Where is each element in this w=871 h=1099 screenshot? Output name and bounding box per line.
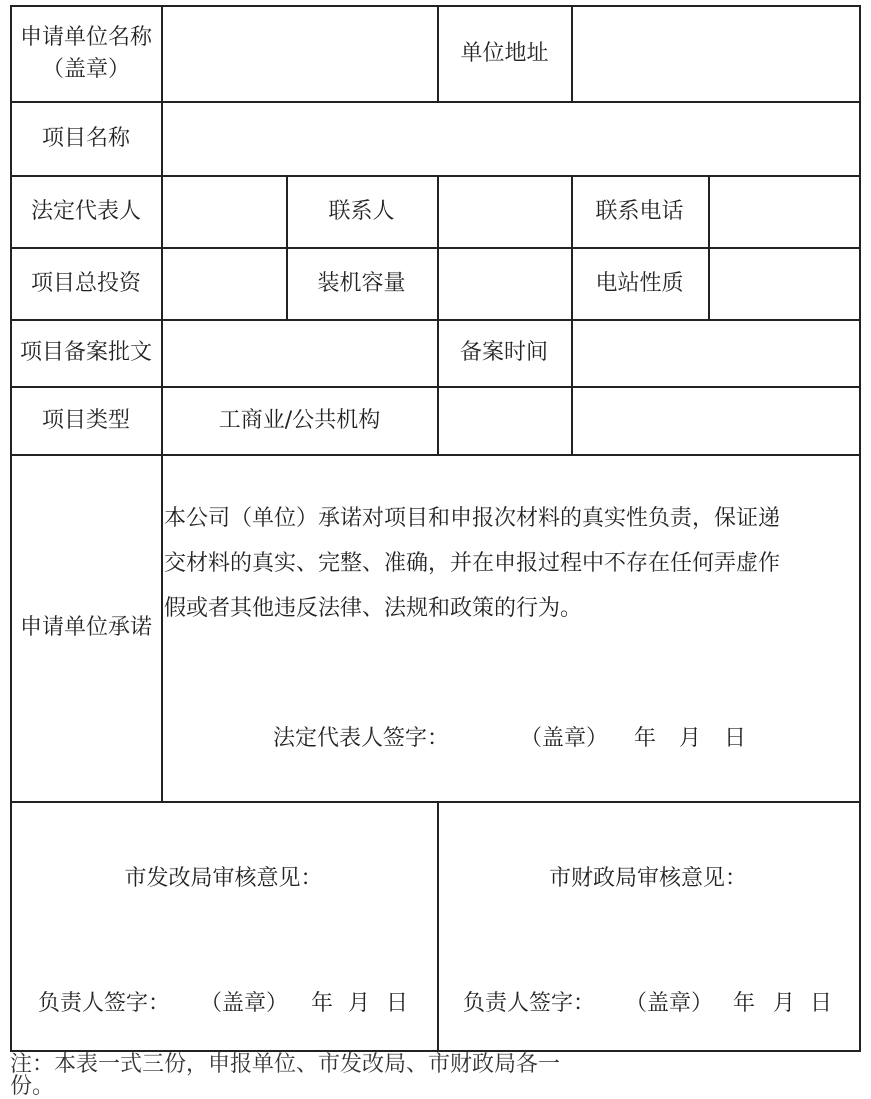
commitment-line-2: 交材料的真实、完整、准确，并在申报过程中不存在任何弄虚作	[164, 551, 781, 576]
station-nature-label: 电站性质	[595, 270, 684, 296]
commitment-signature-line	[0, 716, 871, 761]
filing-time-value[interactable]	[571, 319, 859, 387]
applicant-name-label-cell	[10, 5, 162, 102]
contact-value[interactable]	[437, 175, 571, 248]
unit-address-label: 单位地址	[460, 40, 549, 66]
unit-address-value[interactable]	[572, 5, 859, 102]
commitment-text	[164, 496, 858, 631]
station-nature-value[interactable]	[708, 247, 859, 320]
filing-time-label: 备案时间	[459, 340, 548, 366]
finance-day: 日	[810, 991, 833, 1016]
finance-seal: （盖章）	[625, 991, 714, 1016]
footnote-text: 注：本表一式三份，申报单位、市发改局、市财政局各一份。	[10, 1052, 561, 1099]
commitment-year: 年	[634, 726, 657, 751]
commitment-label: 申请单位承诺	[19, 615, 152, 641]
total-investment-value[interactable]	[162, 247, 286, 320]
commitment-line-3: 假或者其他违反法律、法规和政策的行为。	[164, 596, 583, 621]
project-name-label: 项目名称	[41, 125, 130, 151]
finance-year: 年	[733, 991, 756, 1016]
legal-rep-label: 法定代表人	[30, 198, 141, 224]
project-type-label: 项目类型	[41, 407, 130, 433]
installed-capacity-label: 装机容量	[317, 270, 406, 296]
project-type-extra-1[interactable]	[437, 386, 571, 455]
commitment-line-1: 本公司（单位）承诺对项目和申报次材料的真实性负责，保证递	[164, 506, 781, 531]
contact-phone-value[interactable]	[708, 175, 859, 248]
footnote-cutoff	[10, 1052, 570, 1099]
legal-rep-sign-label: 法定代表人签字：	[273, 726, 450, 751]
contact-label: 联系人	[328, 198, 395, 224]
dev-reform-month: 月	[348, 991, 371, 1016]
finance-sign-label: 负责人签字：	[463, 991, 596, 1016]
applicant-seal-note: （盖章）	[41, 56, 130, 82]
commitment-day: 日	[724, 726, 747, 751]
applicant-name-label: 申请单位名称	[19, 24, 152, 50]
commitment-seal: （盖章）	[520, 726, 609, 751]
project-name-value[interactable]	[162, 101, 859, 176]
dev-reform-sign-label: 负责人签字：	[38, 991, 171, 1016]
table-border-right	[859, 5, 861, 1051]
legal-rep-value[interactable]	[162, 175, 286, 248]
applicant-name-value[interactable]	[162, 5, 437, 102]
dev-reform-seal: （盖章）	[200, 991, 289, 1016]
project-type-extra-2[interactable]	[571, 386, 859, 455]
filing-approval-value[interactable]	[162, 319, 437, 387]
finance-review-label: 市财政局审核意见：	[548, 866, 747, 891]
installed-capacity-value[interactable]	[437, 247, 571, 320]
contact-phone-label: 联系电话	[595, 198, 684, 224]
finance-signature-line	[0, 981, 871, 1026]
finance-month: 月	[773, 991, 796, 1016]
project-type-value: 工商业/公共机构	[218, 407, 381, 433]
total-investment-label: 项目总投资	[30, 270, 141, 296]
dev-reform-day: 日	[386, 991, 409, 1016]
dev-reform-year: 年	[311, 991, 334, 1016]
commitment-month: 月	[679, 726, 702, 751]
filing-approval-label: 项目备案批文	[19, 340, 152, 366]
dev-reform-review-label: 市发改局审核意见：	[124, 866, 323, 891]
